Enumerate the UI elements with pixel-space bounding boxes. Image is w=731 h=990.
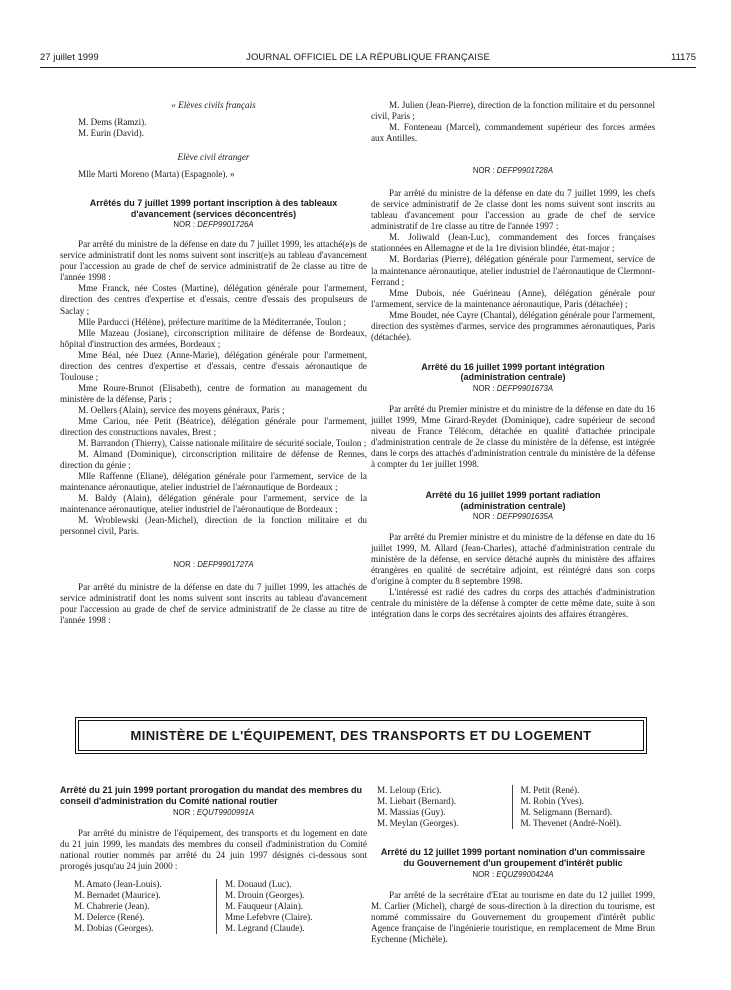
- paragraph: M. Almand (Dominique), circonscription militaire de défense de Rennes, direction du génie ;: [60, 449, 367, 471]
- paragraph: Mlle Mazeau (Josiane), circonscription militaire de défense de Bordeaux, hôpital d'instruction des armées, Bordeaux ;: [60, 327, 367, 349]
- section-title: Arrêté du 12 juillet 1999 portant nomination d'un commissaire du Gouvernement d'un groupement d'intérêt public: [380, 847, 646, 868]
- list-item: M. Robin (Yves).: [520, 796, 584, 807]
- member-names: [60, 879, 367, 934]
- paragraph: Mme Roure-Brunot (Elisabeth), centre de formation au management du ministère de la défense, Paris ;: [60, 382, 367, 404]
- paragraph: Par arrêté du ministre de la défense en date du 7 juillet 1999, les chefs de service administratif de 2e classe dont les noms suivent sont inscrits au tableau d'avancement pour l'accession au grade de chef de service administratif de 1re classe au titre de l'année 1997 :: [371, 188, 655, 232]
- paragraph: Par arrêté du ministre de l'équipement, des transports et du logement en date du 21 juin 1999, les mandats des membres du conseil d'administration du Comité national routier nommés par arrêté du 24 juin 1997 désignés ci-dessous sont prorogés jusqu'au 24 juin 2000 :: [60, 828, 367, 872]
- list-item: M. Liebart (Bernard).: [377, 796, 457, 807]
- paragraph: Mlle Raffenne (Eliane), délégation générale pour l'armement, service de la maintenance aéronautique, atelier industriel de l'aéronautique de Bordeaux ;: [60, 471, 367, 493]
- paragraph: M. Barrandon (Thierry), Caisse nationale militaire de sécurité sociale, Toulon ;: [78, 438, 367, 449]
- paragraph: M. Baldy (Alain), délégation générale pour l'armement, service de la maintenance aéronautique, atelier industriel de l'aéronautique de Bordeaux ;: [60, 493, 367, 515]
- name-column: [60, 879, 216, 934]
- eleves-francais-list: [60, 117, 367, 139]
- paragraph: Mme Dubois, née Guérineau (Anne), délégation générale pour l'armement, service de la maintenance aéronautique, Paris (détachée) ;: [371, 287, 655, 309]
- section-title: Arrêté du 16 juillet 1999 portant radiation (administration centrale): [425, 490, 601, 511]
- list-item: M. Seligmann (Bernard).: [520, 807, 613, 818]
- header-divider: [40, 67, 696, 68]
- list-item: M. Dems (Ramzi).: [78, 117, 147, 128]
- list-item: M. Legrand (Claude).: [225, 923, 305, 934]
- member-names-continued: [371, 785, 655, 829]
- section-title: Arrêté du 21 juin 1999 portant prorogation du mandat des membres du conseil d'administration du Comité national routier: [60, 785, 363, 806]
- list-item: M. Chabrerie (Jean).: [74, 901, 150, 912]
- name-column: [216, 879, 367, 934]
- paragraph: Par arrêté du Premier ministre et du ministre de la défense en date du 16 juillet 1999, M. Allard (Jean-Charles), attaché d'administration centrale du ministère de la défense, en service détaché auprès du ministère des affaires étrangères en qualité de secrétaire adjoint, est réintégré dans son corps d'origine à compter du 8 septembre 1998.: [371, 532, 655, 587]
- paragraph: M. Oellers (Alain), service des moyens généraux, Paris ;: [78, 404, 285, 415]
- list-item: M. Amato (Jean-Louis).: [74, 879, 162, 890]
- nor-reference: NOR : DEFP9901673A: [472, 383, 554, 393]
- section-title: Arrêté du 16 juillet 1999 portant intégration (administration centrale): [421, 361, 605, 383]
- nor-reference: NOR : EQUT9900991A: [172, 808, 255, 817]
- name-column: [512, 785, 656, 829]
- list-item: M. Leloup (Eric).: [377, 785, 442, 795]
- paragraph: Mme Boudet, née Cayre (Chantal), délégation générale pour l'armement, direction des systèmes d'armes, service des programmes aéronautiques, Paris (détachée).: [371, 309, 655, 342]
- list-item: M. Massias (Guy).: [377, 807, 446, 818]
- ministry-banner: MINISTÈRE DE L'ÉQUIPEMENT, DES TRANSPORTS ET DU LOGEMENT: [78, 720, 644, 751]
- list-item: M. Eurin (David).: [78, 128, 144, 139]
- name-column: [371, 785, 512, 829]
- paragraph: Mme Cariou, née Petit (Béatrice), délégation générale pour l'armement, direction des constructions navales, Brest ;: [60, 415, 367, 438]
- paragraph: Mlle Parducci (Hélène), préfecture maritime de la Méditerranée, Toulon ;: [78, 316, 347, 327]
- page-number: 11175: [670, 52, 696, 63]
- left-column-upper: [60, 100, 367, 626]
- page-header: [40, 52, 696, 68]
- list-item: M. Petit (René).: [520, 785, 580, 795]
- paragraph: M. Julien (Jean-Pierre), direction de la fonction militaire et du personnel civil, Paris ;: [371, 100, 655, 122]
- paragraph: Par arrêté du Premier ministre et du ministre de la défense en date du 16 juillet 1999, Mme Girard-Reydet (Dominique), cadre supérieur de second niveau de France Télécom, détachée en qualité d'attachée principale d'administration centrale de 2e classe du ministère de la défense, est intégrée dans le corps des attachés d'administration centrale du ministère de la défense à compter du 1er juillet 1998.: [371, 403, 655, 470]
- list-item: M. Fauqueur (Alain).: [225, 901, 304, 912]
- eleves-francais-heading: « Elèves civils français: [171, 100, 256, 110]
- list-item: Mme Lefebvre (Claire).: [225, 912, 313, 923]
- list-item: M. Meylan (Georges).: [377, 818, 459, 829]
- paragraph: M. Bordarias (Pierre), délégation générale pour l'armement, service de la maintenance aéronautique, atelier industriel de l'aéronautique de Clermont-Ferrand ;: [371, 254, 655, 287]
- section-title: Arrêtés du 7 juillet 1999 portant inscription à des tableaux d'avancement (services déconcentrés): [89, 198, 338, 219]
- eleve-etranger-name: Mlle Marti Moreno (Marta) (Espagnole). »: [78, 169, 235, 180]
- paragraph: M. Wroblewski (Jean-Michel), direction de la fonction militaire et du personnel civil, Paris.: [60, 515, 367, 537]
- nor-reference: NOR : EQUZ9900424A: [472, 870, 554, 880]
- paragraph: M. Joliwald (Jean-Luc), commandement des forces françaises stationnées en Allemagne et de la 1re division blindée, état-major ;: [371, 232, 655, 254]
- nor-reference: NOR : DEFP9901727A: [173, 559, 254, 569]
- paragraph: Par arrêté du ministre de la défense en date du 7 juillet 1999, les attachés de service administratif dont les noms suivent sont inscrits au tableau d'avancement pour l'accession au grade de chef de service administratif de 2e classe au titre de l'année 1998 :: [60, 581, 367, 625]
- paragraph: M. Fonteneau (Marcel), commandement supérieur des forces armées aux Antilles.: [371, 122, 655, 144]
- list-item: M. Delerce (René).: [74, 912, 145, 923]
- list-item: M. Thevenet (André-Noël).: [520, 818, 622, 829]
- paragraph: Par arrêté de la secrétaire d'Etat au tourisme en date du 12 juillet 1999, M. Carlier (Michel), chargé de sous-direction à la direction du tourisme, est nommé commissaire du Gouvernement du groupement d'intérêt public Agence française de l'ingénierie touristique, en remplacement de Mme Brun Eychenne (Michèle).: [371, 890, 655, 945]
- list-item: M. Dobias (Georges).: [74, 923, 154, 934]
- right-column-upper: [371, 100, 655, 621]
- paragraph: Par arrêté du ministre de la défense en date du 7 juillet 1999, les attaché(e)s de service administratif dont les noms suivent sont inscrit(e)s au tableau d'avancement pour l'accession au grade de chef de service administratif de 2e classe au titre de l'année 1998 :: [60, 239, 367, 283]
- journal-title: JOURNAL OFFICIEL DE LA RÉPUBLIQUE FRANÇAISE: [246, 52, 490, 63]
- paragraph: Mme Béal, née Duez (Anne-Marie), délégation générale pour l'armement, direction des centres d'expertise et d'essais, centre d'essais aéronautique de Toulouse ;: [60, 349, 367, 382]
- list-item: M. Drouin (Georges).: [225, 890, 305, 901]
- issue-date: 27 juillet 1999: [40, 52, 99, 63]
- list-item: M. Bernadet (Maurice).: [74, 890, 161, 901]
- right-column-lower: [371, 785, 655, 945]
- list-item: M. Douaud (Luc).: [225, 879, 292, 890]
- nor-reference: NOR : DEFP9901635A: [472, 512, 554, 522]
- eleve-etranger-heading: Elève civil étranger: [177, 152, 250, 163]
- nor-reference: NOR : DEFP9901726A: [173, 220, 254, 230]
- left-column-lower: [60, 785, 367, 934]
- nor-reference: NOR : DEFP9901728A: [472, 166, 554, 176]
- paragraph: Mme Franck, née Costes (Martine), délégation générale pour l'armement, direction des centres d'expertise et d'essais, centre d'essais des propulseurs de Saclay ;: [60, 283, 367, 316]
- paragraph: L'intéressé est radié des cadres du corps des attachés d'administration centrale du ministère de la défense à compter de cette même date, suite à son intégration dans le corps des secrétaires ajoints des affaires étrangères.: [371, 587, 655, 620]
